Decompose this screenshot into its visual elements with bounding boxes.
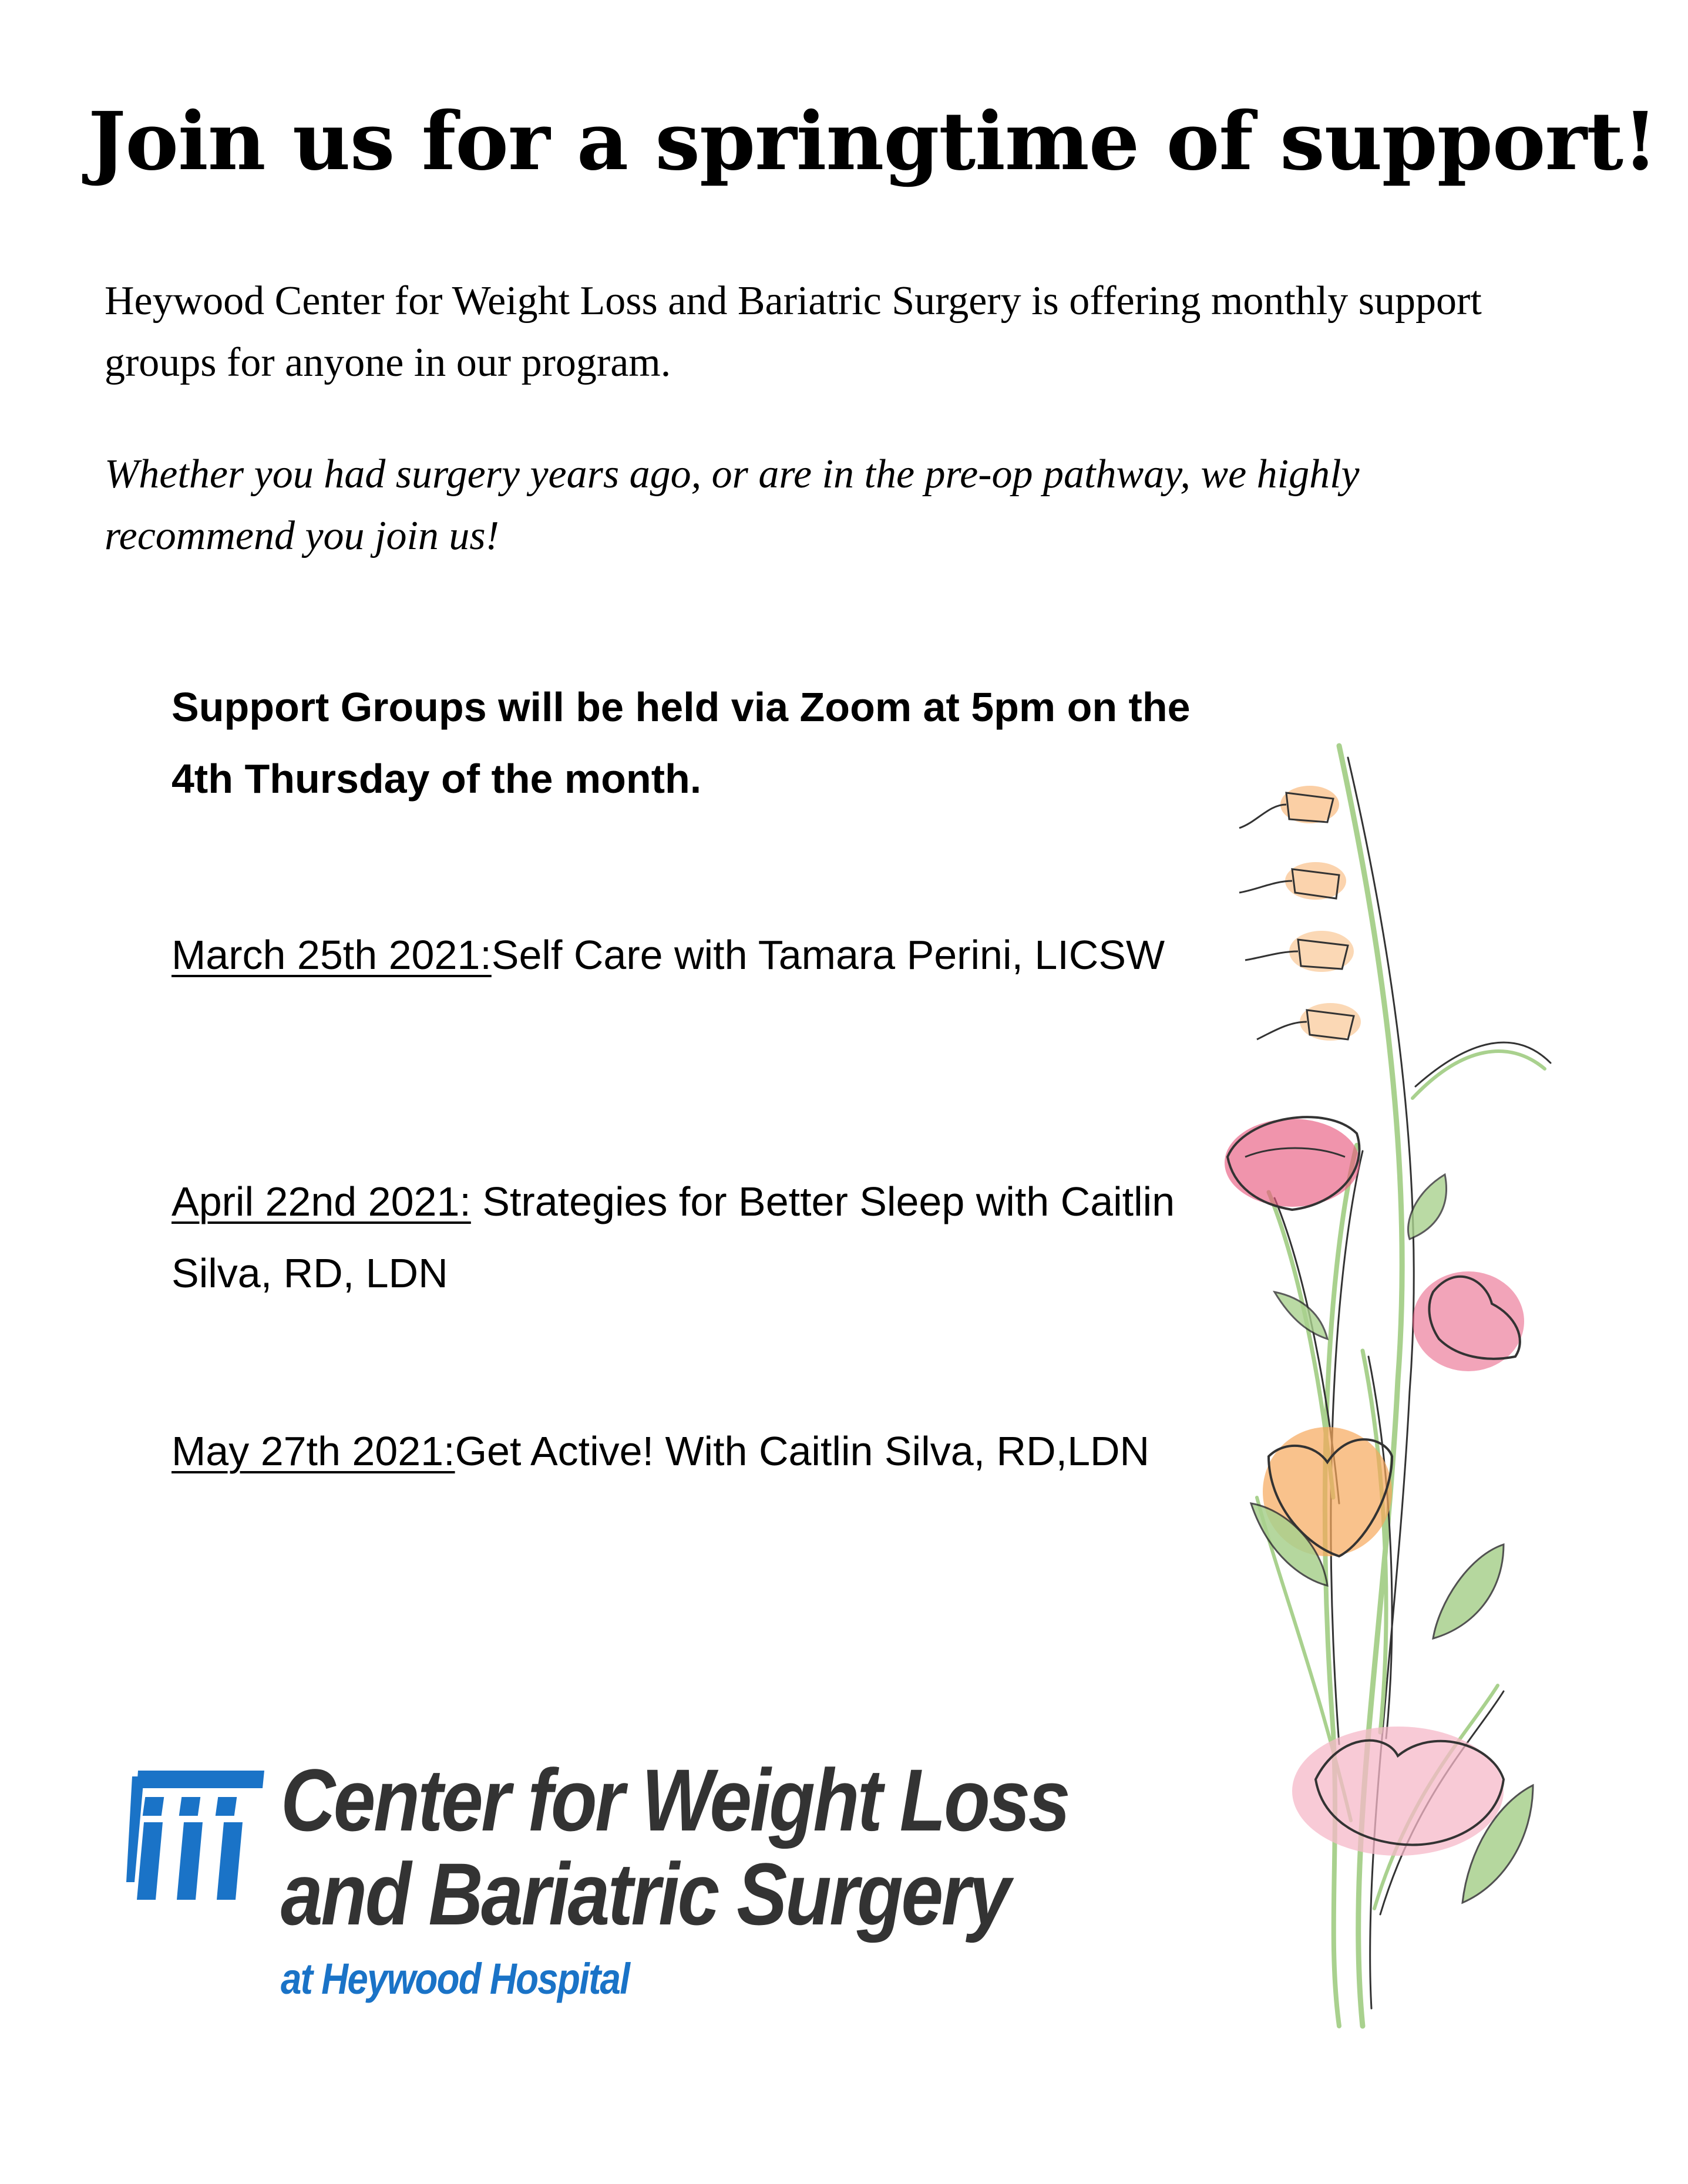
logo-line-1: Center for Weight Loss [281, 1751, 1069, 1849]
event-topic: Get Active! With Caitlin Silva, RD,LDN [455, 1428, 1150, 1474]
schedule-note: Support Groups will be held via Zoom at 5pm on the 4th Thursday of the month. [172, 684, 1191, 802]
heywood-logo-icon [126, 1765, 267, 1906]
encouragement-paragraph: Whether you had surgery years ago, or are in the pre-op pathway, we highly recommend you join us! [105, 452, 1360, 558]
logo-line-2: and Bariatric Surgery [281, 1845, 1009, 1943]
event-item [172, 1415, 1229, 1487]
event-item [172, 1166, 1229, 1309]
event-date: March 25th 2021: [172, 932, 492, 978]
page-title: Join us for a springtime of support! [88, 95, 1657, 189]
event-date: April 22nd 2021: [172, 1179, 471, 1224]
flowers-illustration [1222, 734, 1586, 2038]
logo-line-3: at Heywood Hospital [281, 1954, 630, 2003]
intro-paragraph: Heywood Center for Weight Loss and Bariatric Surgery is offering monthly support groups for anyone in our program. [105, 278, 1482, 385]
event-topic: Strategies for Better Sleep with Caitlin Silva, RD, LDN [172, 1179, 1175, 1296]
event-item [172, 919, 1229, 991]
event-date: May 27th 2021: [172, 1428, 455, 1474]
event-topic: Self Care with Tamara Perini, LICSW [491, 932, 1165, 978]
